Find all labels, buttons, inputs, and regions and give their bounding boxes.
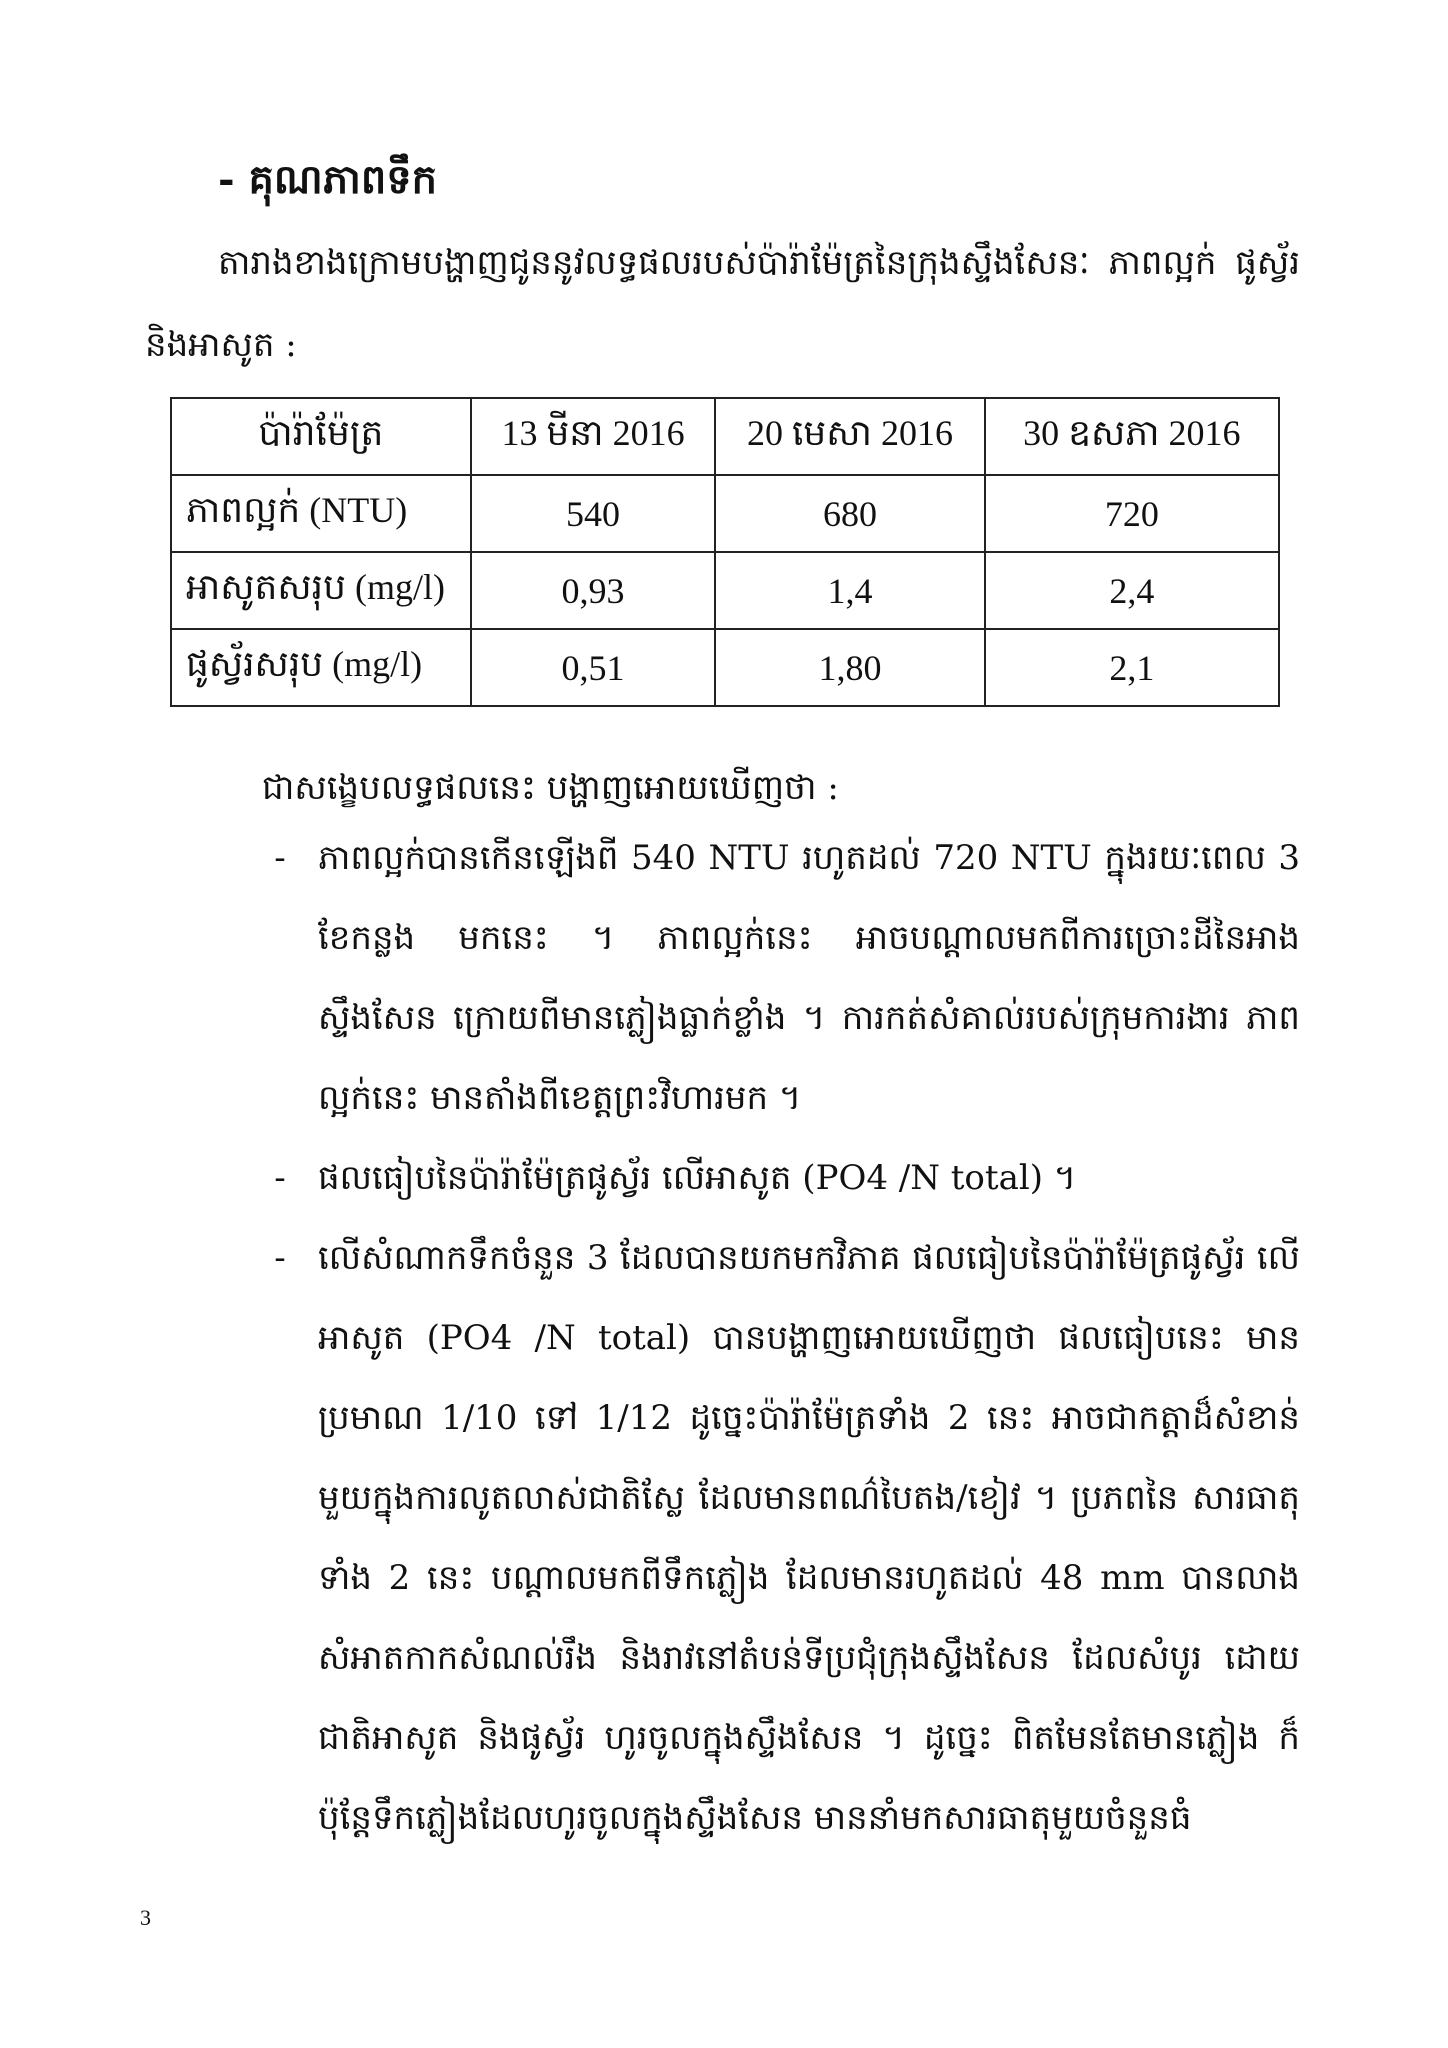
table-header-row xyxy=(171,398,1279,475)
bullet-dash: - xyxy=(274,1158,286,1198)
row-label-total-phosphorus: ផូស្វ័រសរុប (mg/l) xyxy=(171,629,471,706)
table-row xyxy=(171,552,1279,629)
table-cell: 1,80 xyxy=(715,629,984,706)
header-cell-parameter: ប៉ារ៉ាម៉ែត្រ xyxy=(171,398,471,475)
table-row xyxy=(171,475,1279,552)
table-cell: 540 xyxy=(471,475,715,552)
table-cell: 720 xyxy=(985,475,1279,552)
table-cell: 1,4 xyxy=(715,552,984,629)
list-item xyxy=(260,1138,1300,1218)
table-cell: 2,1 xyxy=(985,629,1279,706)
row-label-turbidity: ភាពល្អក់ (NTU) xyxy=(171,475,471,552)
table-cell: 0,51 xyxy=(471,629,715,706)
findings-list xyxy=(260,818,1300,1858)
bullet-dash: - xyxy=(274,838,286,878)
bullet-dash: - xyxy=(274,1238,286,1278)
page-number: 3 xyxy=(140,1905,151,1930)
bullet-text: ផលធៀបនៃប៉ារ៉ាម៉ែត្រផូស្វ័រ លើអាសូត (PO4 /N total) ។ xyxy=(318,1158,1077,1198)
bullet-text: លើសំណាកទឹកចំនួន 3 ដែលបានយកមកវិភាគ ផលធៀបនៃប៉ារ៉ាម៉ែត្រផូស្វ័រ លើអាសូត (PO4 /N total) បានបង្ហាញអោយឃើញថា ផលធៀបនេះ មាន ប្រមាណ 1/10 ទៅ 1/12 ដូច្នេះប៉ារ៉ាម៉ែត្រទាំង 2 នេះ អាចជាកត្តាដ៏សំខាន់ មួយក្នុងការលូតលាស់ជាតិស្លែ ដែលមានពណ៌បៃតង/ខៀវ ។ ប្រភពនៃ សារធាតុទាំង 2 នេះ បណ្តាលមកពីទឹកភ្លៀង ដែលមានរហូតដល់ 48 mm បានលាងសំអាតកាកសំណល់រឹង និងរាវនៅតំបន់ទីប្រជុំក្រុងស្ទឹងសែន ដែលសំបូរ ដោយជាតិអាសូត និងផូស្វ័រ ហូរចូលក្នុងស្ទឹងសែន ។ ដូច្នេះ ពិតមែនតែមានភ្លៀង ក៏ប៉ុន្តែទឹកភ្លៀងដែលហូរចូលក្នុងស្ទឹងសែន មាននាំមកសារធាតុមួយចំនួនធំ xyxy=(318,1238,1300,1838)
summary-line: ជាសង្ខេបលទ្ធផលនេះ បង្ហាញអោយឃើញថា : xyxy=(262,768,839,808)
table-row xyxy=(171,629,1279,706)
list-item xyxy=(260,818,1300,1138)
intro-paragraph: តារាងខាងក្រោមបង្ហាញជូននូវលទ្ធផលរបស់ប៉ារ៉ាម៉ែត្រនៃក្រុងស្ទឹងសែនៈ ភាពល្អក់ ផូស្វ័រ និងអាសូត : xyxy=(145,243,1300,365)
row-label-total-nitrogen: អាសូតសរុប (mg/l) xyxy=(171,552,471,629)
header-cell-date-3: 30 ឧសភា 2016 xyxy=(985,398,1279,475)
section-heading: - គុណភាពទឹក xyxy=(218,156,438,203)
table-cell: 0,93 xyxy=(471,552,715,629)
results-table xyxy=(170,397,1280,707)
header-cell-date-2: 20 មេសា 2016 xyxy=(715,398,984,475)
table-cell: 680 xyxy=(715,475,984,552)
header-cell-date-1: 13 មីនា 2016 xyxy=(471,398,715,475)
bullet-text: ភាពល្អក់បានកើនឡើងពី 540 NTU រហូតដល់ 720 NTU ក្នុងរយៈពេល 3 ខែកន្លង មកនេះ ។ ភាពល្អក់នេះ អាចបណ្តាលមកពីការច្រោះដីនៃអាង ស្ទឹងសែន ក្រោយពីមានភ្លៀងធ្លាក់ខ្លាំង ។ ការកត់សំគាល់របស់ក្រុមការងារ ភាពល្អក់នេះ មានតាំងពីខេត្តព្រះវិហារមក ។ xyxy=(318,838,1300,1118)
table-cell: 2,4 xyxy=(985,552,1279,629)
list-item xyxy=(260,1218,1300,1858)
